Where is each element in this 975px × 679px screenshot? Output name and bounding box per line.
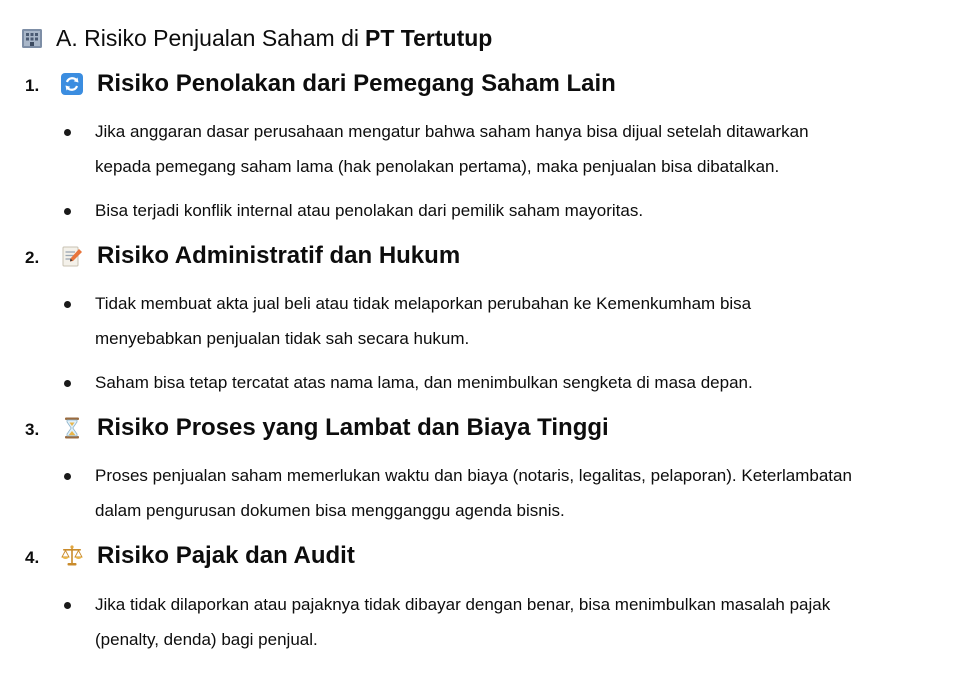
section-title: Risiko Pajak dan Audit bbox=[97, 542, 355, 569]
list-item-line: menyebabkan penjualan tidak sah secara hukum. bbox=[95, 329, 470, 348]
list-item-line: Bisa terjadi konflik internal atau penolakan dari pemilik saham mayoritas. bbox=[95, 201, 644, 220]
section-title: Risiko Proses yang Lambat dan Biaya Tinggi bbox=[97, 414, 609, 441]
section-number: 2. bbox=[25, 248, 40, 267]
balance-scale-icon bbox=[60, 544, 84, 568]
list-item-line: Jika anggaran dasar perusahaan mengatur bahwa saham hanya bisa dijual setelah ditawarkan bbox=[95, 122, 809, 141]
office-building-icon bbox=[20, 26, 44, 50]
bullet-dot bbox=[64, 129, 71, 136]
bullet-dot bbox=[64, 208, 71, 215]
section-number: 3. bbox=[25, 420, 40, 439]
title-text: A. Risiko Penjualan Saham di bbox=[56, 24, 359, 51]
list-item-line: (penalty, denda) bagi penjual. bbox=[95, 630, 318, 649]
section-title: Risiko Penolakan dari Pemegang Saham Lain bbox=[97, 70, 616, 97]
list-item-line: Saham bisa tetap tercatat atas nama lama, dan menimbulkan sengketa di masa depan. bbox=[95, 373, 753, 392]
memo-icon bbox=[60, 244, 84, 268]
list-item-line: Proses penjualan saham memerlukan waktu dan biaya (notaris, legalitas, pelaporan). Keterlambatan bbox=[95, 466, 852, 485]
list-item-line: Jika tidak dilaporkan atau pajaknya tidak dibayar dengan benar, bisa menimbulkan masalah pajak bbox=[95, 595, 831, 614]
hourglass-icon bbox=[60, 416, 84, 440]
title-emphasis: PT Tertutup bbox=[365, 24, 493, 51]
list-item-line: Tidak membuat akta jual beli atau tidak melaporkan perubahan ke Kemenkumham bisa bbox=[95, 294, 752, 313]
bullet-dot bbox=[64, 380, 71, 387]
list-item-line: kepada pemegang saham lama (hak penolakan pertama), maka penjualan bisa dibatalkan. bbox=[95, 157, 780, 176]
bullet-dot bbox=[64, 602, 71, 609]
arrows-counterclockwise-icon bbox=[60, 72, 84, 96]
bullet-dot bbox=[64, 301, 71, 308]
section-title: Risiko Administratif dan Hukum bbox=[97, 242, 461, 269]
document-title bbox=[20, 22, 492, 54]
bullet-dot bbox=[64, 473, 71, 480]
section-number: 1. bbox=[25, 76, 40, 95]
section-number: 4. bbox=[25, 548, 40, 567]
list-item-line: dalam pengurusan dokumen bisa mengganggu agenda bisnis. bbox=[95, 501, 565, 520]
